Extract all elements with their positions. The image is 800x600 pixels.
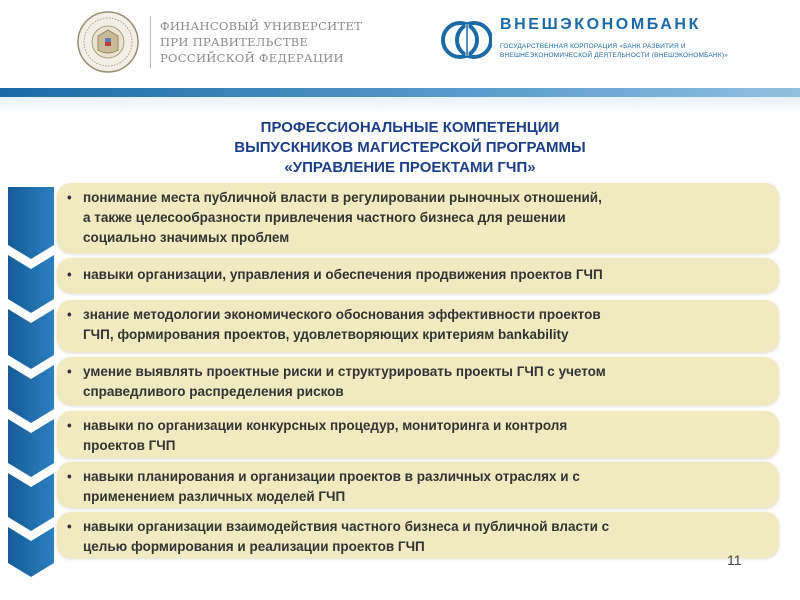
competency-line: проектов ГЧП [83,438,176,453]
arrow-strip [8,187,54,584]
bullet: • [67,418,72,433]
competency-line: применением различных моделей ГЧП [83,489,346,504]
slide-title [150,118,670,178]
bullet: • [67,364,72,379]
chevron-down-icon [8,527,54,577]
competency-line: навыки организации взаимодействия частного бизнеса и публичной власти с [83,519,610,534]
competency-line: социально значимых проблем [83,230,290,245]
slide-title-line: «УПРАВЛЕНИЕ ПРОЕКТАМИ ГЧП» [284,159,536,176]
veb-logo [440,12,492,73]
competency-line: умение выявлять проектные риски и структурировать проекты ГЧП с учетом [83,364,606,379]
competency-line: навыки организации, управления и обеспечения продвижения проектов ГЧП [83,267,603,282]
bank-subtitle-line: ГОСУДАРСТВЕННАЯ КОРПОРАЦИЯ «БАНК РАЗВИТИЯ И [500,43,686,50]
bullet: • [67,267,72,282]
chevron-down-icon [8,419,54,477]
competency-line: целью формирования и реализации проектов ГЧП [83,539,425,554]
competency-line: знание методологии экономического обоснования эффективности проектов [83,307,601,322]
bullet: • [67,307,72,322]
competency-line: справедливого распределения рисков [83,384,344,399]
chevron-down-icon [8,309,54,369]
header-band-fade [0,97,800,115]
university-name-line: ПРИ ПРАВИТЕЛЬСТВЕ [160,35,309,49]
competency-line: понимание места публичной власти в регулировании рыночных отношений, [83,190,602,205]
bullet: • [67,519,72,534]
university-name-line: ФИНАНСОВЫЙ УНИВЕРСИТЕТ [160,19,363,33]
competency-line: навыки планирования и организации проектов в различных отраслях и с [83,469,580,484]
bank-name: ВНЕШЭКОНОМБАНК [500,16,701,33]
bank-subtitle-line: ВНЕШНЕЭКОНОМИЧЕСКОЙ ДЕЯТЕЛЬНОСТИ (ВНЕШЭКОНОМБАНК)» [500,52,728,59]
page-number: 11 [727,552,742,568]
bank-subtitle [500,42,740,60]
competency-item [57,357,779,405]
header-band [0,88,800,97]
chevron-down-icon [8,365,54,423]
competency-item [57,411,779,458]
bullet: • [67,190,72,205]
chevron-down-icon [8,473,54,531]
competency-item [57,300,779,352]
competency-item [57,462,779,508]
university-seal-logo [76,10,140,79]
competency-line: навыки по организации конкурсных процедур, мониторинга и контроля [83,418,568,433]
competency-item [57,512,779,558]
competency-item [57,183,779,253]
competency-line: ГЧП, формирования проектов, удовлетворяющих критериям bankability [83,327,569,342]
header-divider [150,16,151,68]
chevron-down-icon [8,187,54,259]
slide-title-line: ПРОФЕССИОНАЛЬНЫЕ КОМПЕТЕНЦИИ [260,119,560,136]
university-name [160,18,400,66]
university-name-line: РОССИЙСКОЙ ФЕДЕРАЦИИ [160,51,344,65]
slide-title-line: ВЫПУСКНИКОВ МАГИСТЕРСКОЙ ПРОГРАММЫ [234,139,586,156]
chevron-down-icon [8,255,54,313]
bullet: • [67,469,72,484]
competency-item [57,258,779,293]
header [0,0,800,88]
competency-line: а также целесообразности привлечения частного бизнеса для решении [83,210,566,225]
